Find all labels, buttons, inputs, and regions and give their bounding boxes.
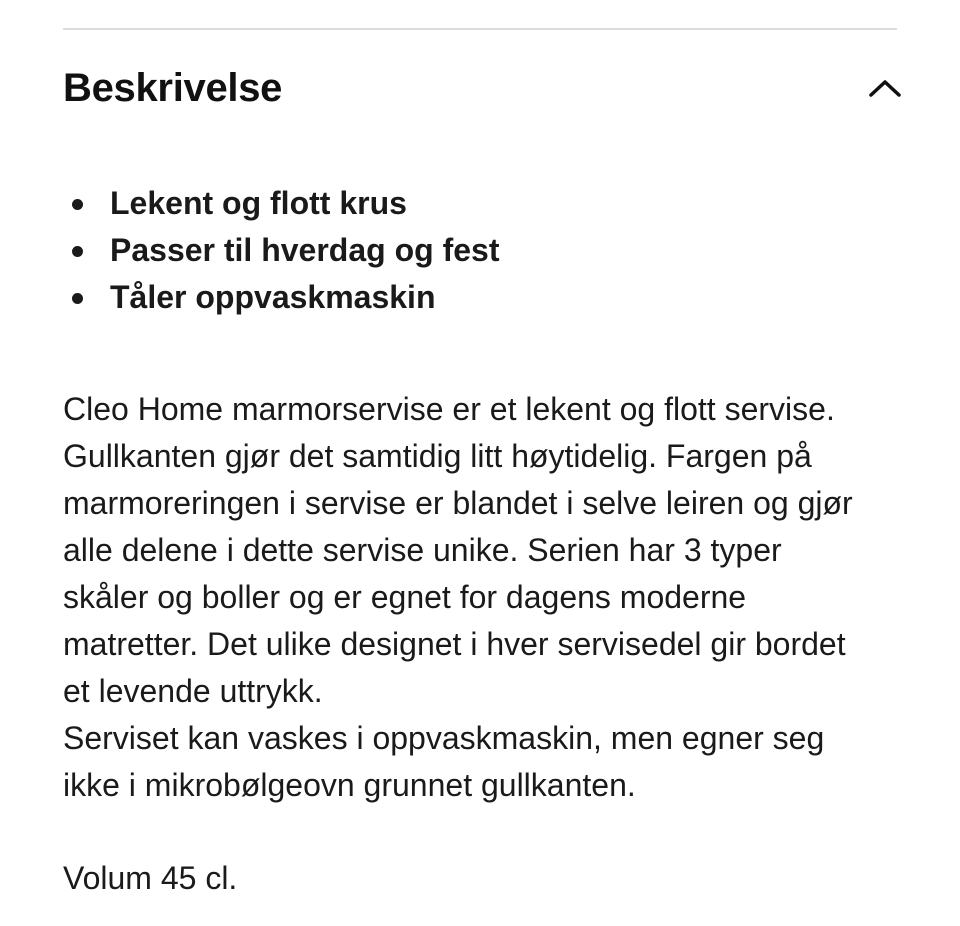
feature-item bbox=[63, 274, 499, 321]
description-line: Cleo Home marmorservise er et lekent og flott servise. bbox=[63, 391, 835, 427]
feature-item bbox=[63, 227, 499, 274]
description-accordion-header[interactable] bbox=[63, 56, 897, 120]
feature-text: Passer til hverdag og fest bbox=[110, 232, 500, 268]
bullet-dot bbox=[72, 199, 83, 210]
volume-text: Volum 45 cl. bbox=[63, 860, 238, 896]
description-line: Gullkanten gjør det samtidig litt høytidelig. Fargen på bbox=[63, 438, 812, 474]
description-line: matretter. Det ulike designet i hver servisedel gir bordet bbox=[63, 626, 846, 662]
description-line: ikke i mikrobølgeovn grunnet gullkanten. bbox=[63, 767, 636, 803]
bullet-dot bbox=[72, 293, 83, 304]
description-line: et levende uttrykk. bbox=[63, 673, 323, 709]
product-description bbox=[63, 386, 903, 809]
description-line: alle delene i dette servise unike. Serien har 3 typer bbox=[63, 532, 782, 568]
description-line: Serviset kan vaskes i oppvaskmaskin, men egner seg bbox=[63, 720, 825, 756]
section-title: Beskrivelse bbox=[63, 65, 283, 110]
feature-item bbox=[63, 180, 499, 227]
description-line: marmoreringen i servise er blandet i selve leiren og gjør bbox=[63, 485, 853, 521]
feature-text: Lekent og flott krus bbox=[110, 185, 407, 221]
section-divider bbox=[63, 28, 897, 30]
bullet-dot bbox=[72, 246, 83, 257]
feature-list bbox=[63, 180, 499, 321]
feature-text: Tåler oppvaskmaskin bbox=[110, 279, 436, 315]
chevron-up-icon[interactable] bbox=[865, 68, 905, 108]
description-line: skåler og boller og er egnet for dagens moderne bbox=[63, 579, 747, 615]
